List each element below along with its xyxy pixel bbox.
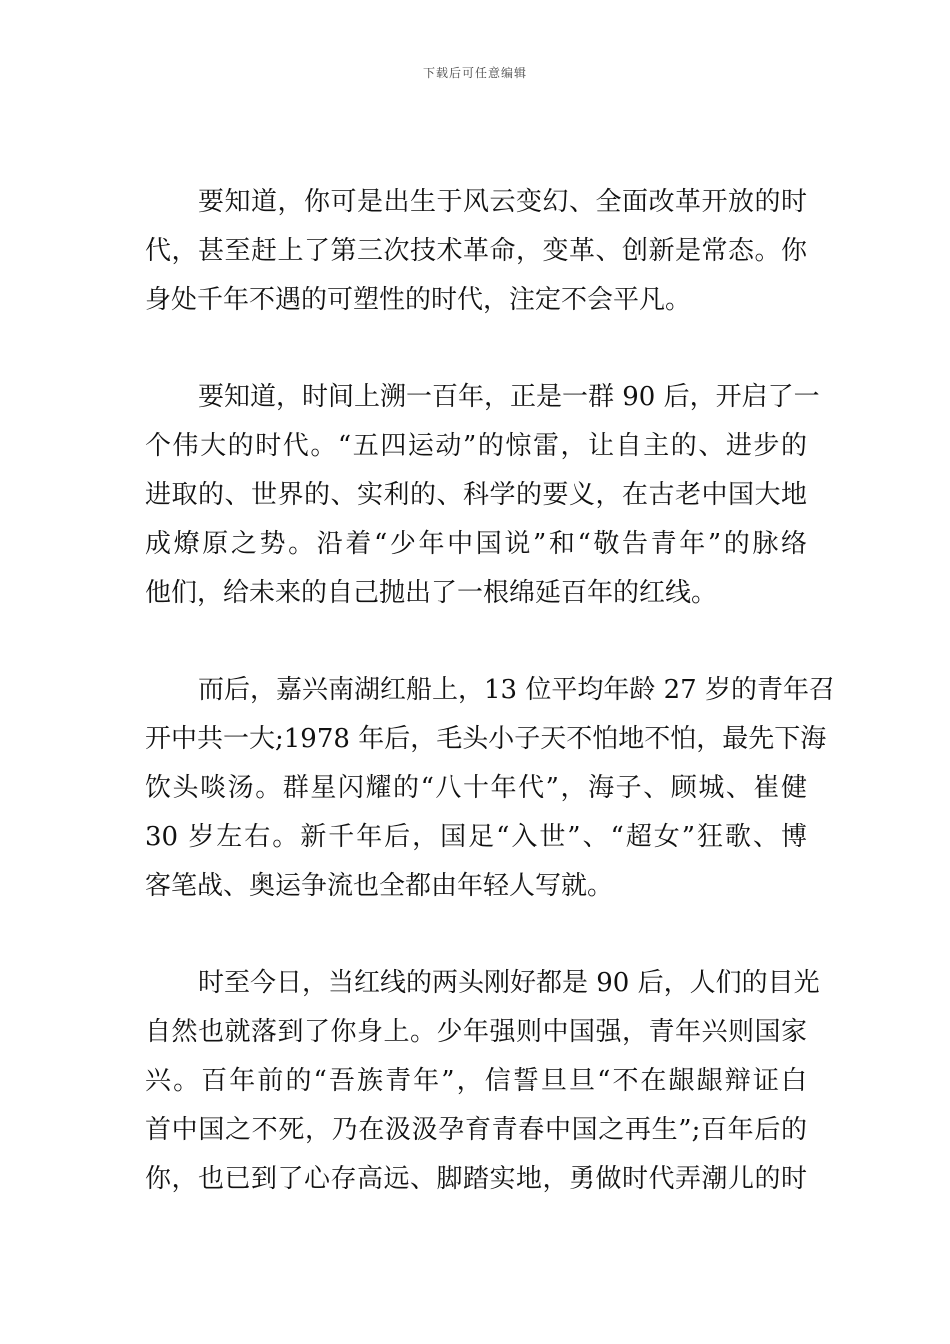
paragraph [145, 178, 807, 325]
paragraph-line: 饮头啖汤。群星闪耀的“八十年代”，海子、顾城、崔健 [145, 773, 807, 803]
paragraph-line: 成燎原之势。沿着“少年中国说”和“敬告青年”的脉络 [145, 529, 807, 559]
paragraph-line: 要知道，你可是出生于风云变幻、全面改革开放的时 [198, 187, 807, 217]
paragraph-gap [145, 325, 807, 373]
paragraph-gap [145, 618, 807, 666]
paragraph [145, 666, 835, 911]
paragraph-gap [145, 911, 807, 959]
document-body [145, 178, 835, 1204]
paragraph-line: 要知道，时间上溯一百年，正是一群 90 后，开启了一 [198, 382, 820, 412]
paragraph-line: 他们，给未来的自己抛出了一根绵延百年的红线。 [145, 578, 718, 608]
paragraph-line: 30 岁左右。新千年后，国足“入世”、“超女”狂歌、博 [145, 822, 807, 852]
paragraph-line: 你，也已到了心存高远、脚踏实地，勇做时代弄潮儿的时 [145, 1164, 807, 1194]
paragraph-line: 开中共一大;1978 年后，毛头小子天不怕地不怕，最先下海 [145, 724, 827, 754]
paragraph-line: 客笔战、奥运争流也全都由年轻人写就。 [145, 871, 614, 901]
paragraph [145, 373, 820, 618]
paragraph-line: 时至今日，当红线的两头刚好都是 90 后，人们的目光 [198, 968, 820, 998]
paragraph-line: 首中国之不死，乃在汲汲孕育青春中国之再生”;百年后的 [145, 1115, 807, 1145]
paragraph-line: 进取的、世界的、实利的、科学的要义，在古老中国大地 [145, 480, 807, 510]
paragraph-line: 兴。百年前的“吾族青年”，信誓旦旦“不在龈龈辩证白 [145, 1066, 807, 1096]
paragraph-line: 个伟大的时代。“五四运动”的惊雷，让自主的、进步的 [145, 431, 807, 461]
page-header: 下载后可任意编辑 [422, 66, 527, 80]
paragraph-line: 代，甚至赶上了第三次技术革命，变革、创新是常态。你 [145, 236, 807, 266]
paragraph-line: 而后，嘉兴南湖红船上，13 位平均年龄 27 岁的青年召 [198, 675, 835, 705]
paragraph-line: 自然也就落到了你身上。少年强则中国强，青年兴则国家 [145, 1017, 807, 1047]
paragraph [145, 959, 820, 1204]
paragraph-line: 身处千年不遇的可塑性的时代，注定不会平凡。 [145, 285, 692, 315]
